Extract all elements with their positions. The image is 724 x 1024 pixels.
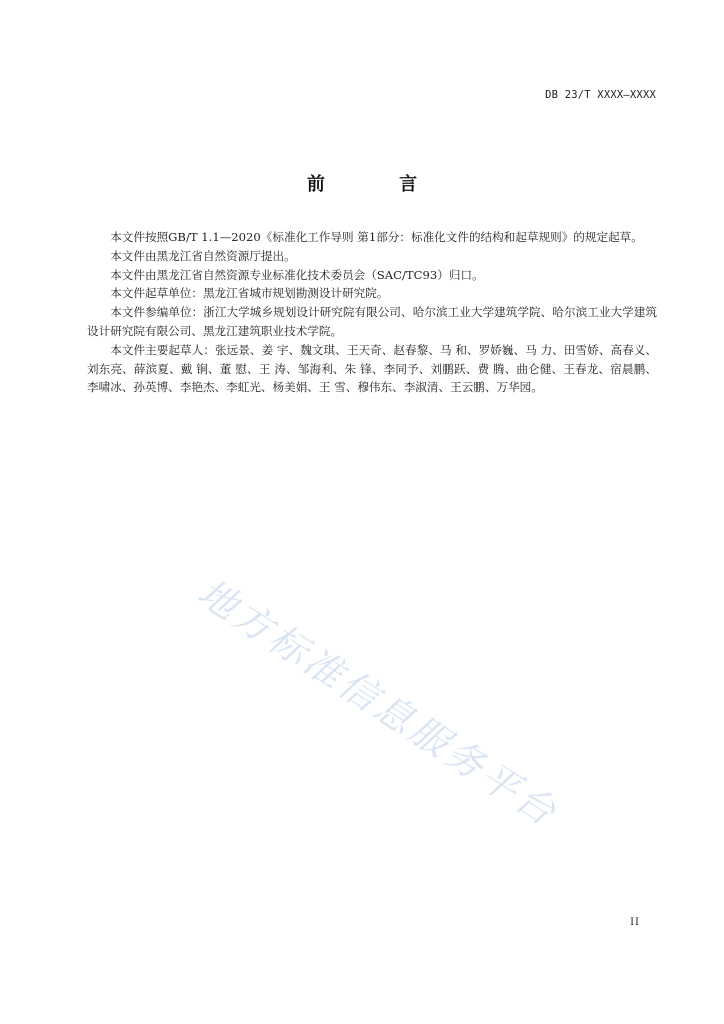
paragraph-drafting-unit: 本文件起草单位：黑龙江省城市规划勘测设计研究院。 xyxy=(110,286,389,301)
foreword-body xyxy=(87,228,657,397)
paragraph-proposed-by: 本文件由黑龙江省自然资源厅提出。 xyxy=(110,248,296,263)
page-number: II xyxy=(630,917,640,928)
page-title: 前 言 xyxy=(306,174,452,195)
paragraph-under-jurisdiction: 本文件由黑龙江省自然资源专业标准化技术委员会（SAC/TC93）归口。 xyxy=(110,267,484,282)
paragraph-drafting-rules: 本文件按照GB/T 1.1—2020《标准化工作导则 第1部分：标准化文件的结构和起草规则》的规定起草。 xyxy=(110,230,643,244)
watermark-text: 地方标准信息服务平台 xyxy=(189,570,567,836)
paragraph-participating-units: 本文件参编单位：浙江大学城乡规划设计研究院有限公司、哈尔滨工业大学建筑学院、哈尔滨工业大学建筑设计研究院有限公司、黑龙江建筑职业技术学院。 xyxy=(87,305,657,338)
paragraph-main-drafters: 本文件主要起草人：张远景、姜 宇、魏文琪、王天奇、赵春黎、马 和、罗娇巍、马 力、田雪娇、高春义、刘东亮、薛滨夏、戴 锏、董 慰、王 涛、邹海利、朱 锋、李同予、刘鹏跃、费 腾、曲仑健、王春龙、宿晨鹏、李啸冰、孙英博、李艳杰、李虹光、杨美娟、王 雪、穆伟东、李淑清、王云鹏、万华园。 xyxy=(87,342,657,395)
document-code: DB 23/T XXXX—XXXX xyxy=(545,89,656,101)
